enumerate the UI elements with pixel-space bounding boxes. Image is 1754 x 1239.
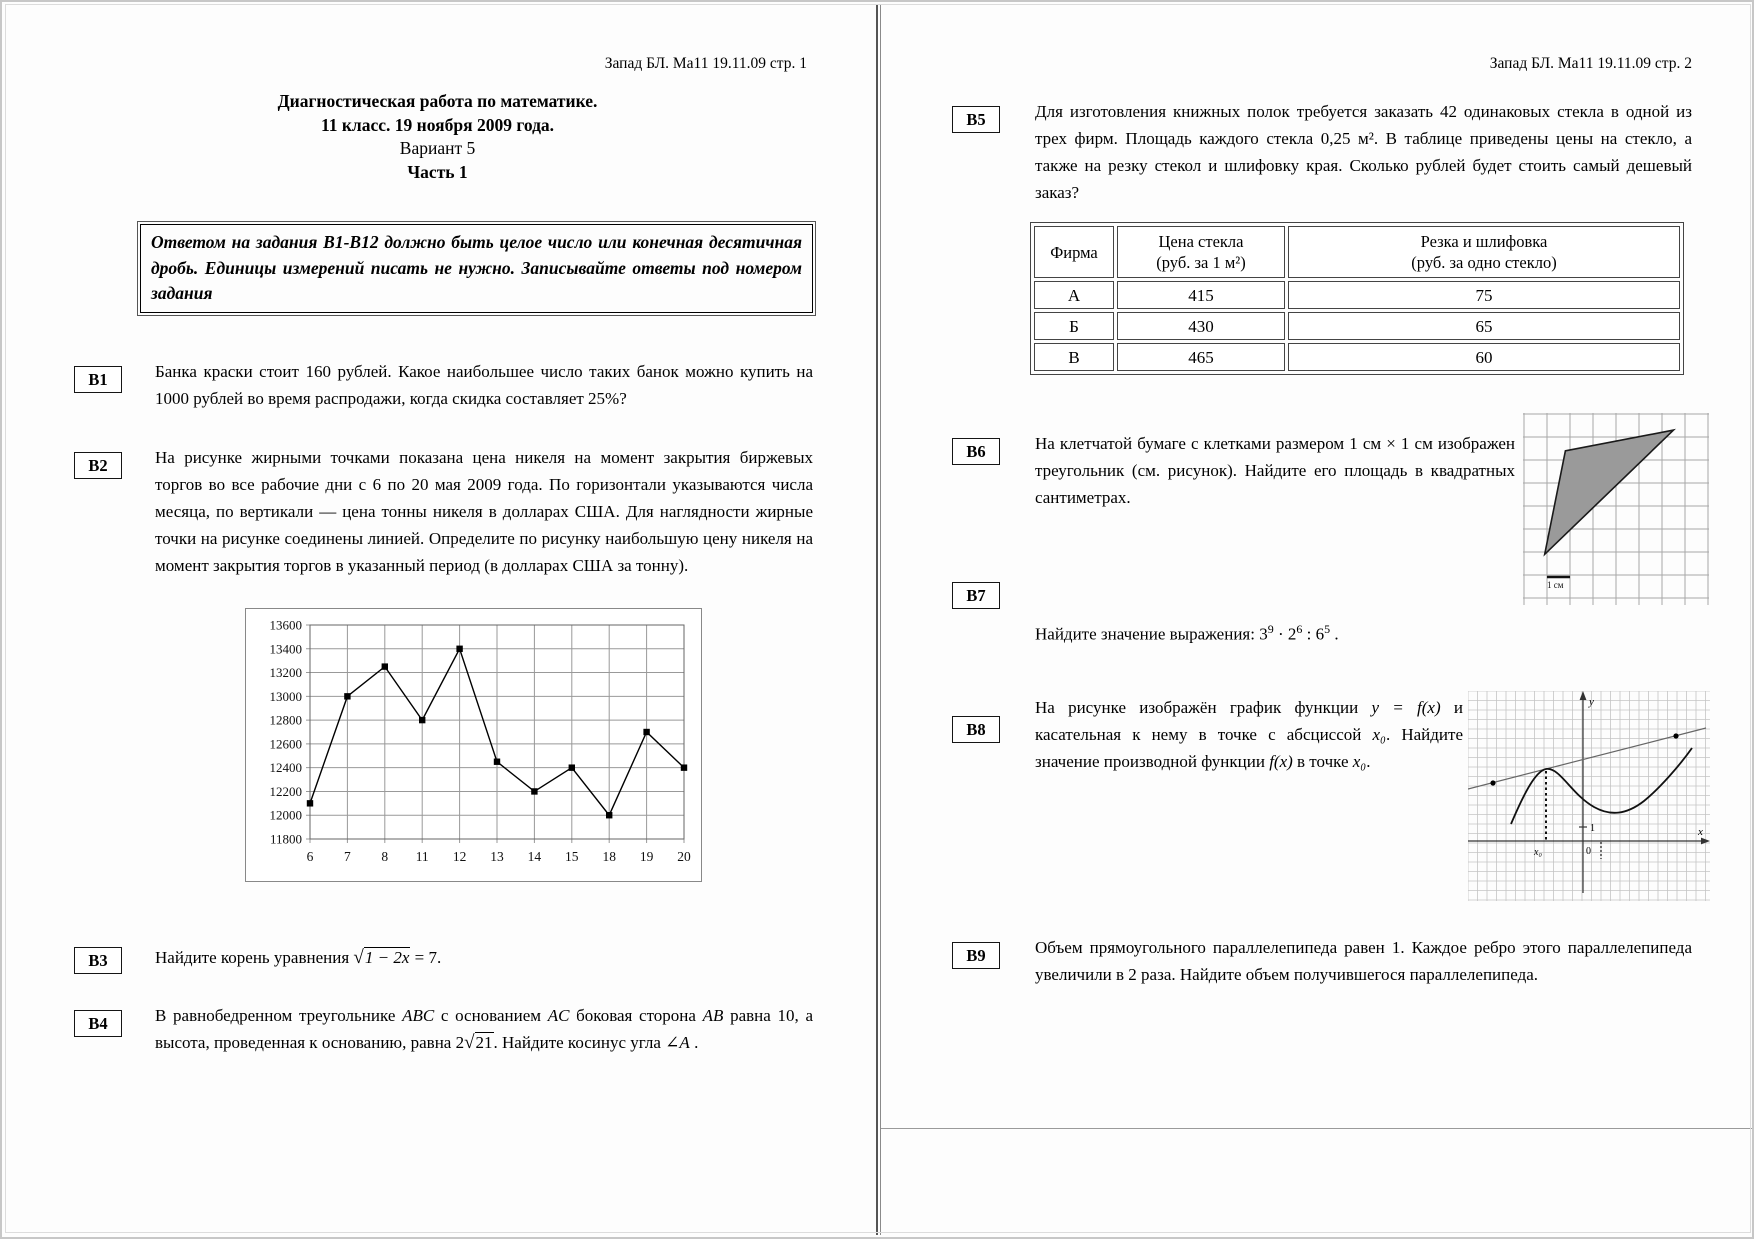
text-run: боковая сторона <box>569 1006 703 1025</box>
unit-label: 1 <box>1590 823 1595 834</box>
cell-cutting: 75 <box>1288 281 1680 309</box>
header-line: Резка и шлифовка <box>1420 232 1548 251</box>
math-run: AB <box>702 1006 724 1025</box>
problem-b4-label: В4 <box>74 1010 122 1037</box>
sqrt-sign: √ <box>464 1032 475 1053</box>
col-header-glass-price <box>1117 226 1285 278</box>
origin-label: 0 <box>1586 846 1591 857</box>
svg-text:13: 13 <box>490 849 504 864</box>
operator: · <box>1273 624 1288 644</box>
problem-b6-label: В6 <box>952 438 1000 465</box>
svg-text:13400: 13400 <box>269 641 302 657</box>
svg-text:13600: 13600 <box>269 617 302 633</box>
math-run: 2 <box>1287 624 1297 644</box>
problem-b9-label: В9 <box>952 942 1000 969</box>
svg-text:12400: 12400 <box>269 760 302 776</box>
math-run: x₀ <box>1352 752 1367 771</box>
exponent: 9 <box>1267 622 1274 636</box>
glass-price-table <box>1030 222 1684 375</box>
tangent-point-left <box>1490 780 1495 785</box>
document-title <box>60 90 815 184</box>
problem-b5-text: Для изготовления книжных полок требуется заказать 42 одинаковых стекла в одной из трех фирм. Площадь каждого стекла 0,25 м². В таблице приведены цены на стекло, а также на резку стекол и шлифовку края. Сколько рублей будет стоить самый дешевый заказ? <box>1035 102 1692 202</box>
math-run: 6 <box>1315 624 1325 644</box>
svg-text:13000: 13000 <box>269 688 302 704</box>
math-run: AC <box>547 1006 570 1025</box>
radicand: 21 <box>475 1033 493 1052</box>
table-row <box>1034 343 1680 371</box>
page-divider-line <box>876 4 881 1235</box>
tangent-line <box>1468 728 1706 789</box>
text-run: В равнобедренном треугольнике <box>155 1006 403 1025</box>
svg-text:8: 8 <box>381 849 389 864</box>
svg-text:11800: 11800 <box>269 831 302 847</box>
text-run: с основанием <box>434 1006 548 1025</box>
problem-b1-label: В1 <box>74 366 122 393</box>
title-line-1: Диагностическая работа по математике. <box>277 91 598 111</box>
title-line-4: Часть 1 <box>407 161 468 182</box>
math-run: 3 <box>1259 624 1268 644</box>
x-axis-label: x <box>1698 826 1703 838</box>
svg-text:20: 20 <box>677 849 691 864</box>
svg-text:13200: 13200 <box>269 665 302 681</box>
cell-cutting: 65 <box>1288 312 1680 340</box>
math-run: y = f(x) <box>1371 698 1441 717</box>
text-run: равна 10, а высота, проведенная к основанию, равна 2 <box>155 1006 814 1052</box>
svg-text:12200: 12200 <box>269 783 302 799</box>
page-2-header: Запад БЛ. Ма11 19.11.09 стр. 2 <box>1489 55 1692 72</box>
sqrt-sign: √ <box>353 947 364 968</box>
problem-b9-text: Объем прямоугольного параллелепипеда равен 1. Каждое ребро этого параллелепипеда увеличили в 2 раза. Найдите объем получившегося параллелепипеда. <box>1035 938 1692 984</box>
tangent-point-right <box>1673 733 1678 738</box>
problem-b8-text <box>1035 694 1463 775</box>
y-axis-arrow <box>1580 691 1587 700</box>
col-header-cutting <box>1288 226 1680 278</box>
problem-b1-text: Банка краски стоит 160 рублей. Какое наибольшее число таких банок можно купить на 1000 рублей во время распродажи, когда скидка составляет 25%? <box>155 362 813 408</box>
math-run: ∠A <box>665 1033 690 1052</box>
header-line: (руб. за 1 м²) <box>1156 253 1246 272</box>
problem-b2-text: На рисунке жирными точками показана цена никеля на момент закрытия биржевых торгов во все рабочие дни с 6 по 20 мая 2009 года. По горизонтали указываются числа месяца, по вертикали — цена тонны никеля в долларах США. Для наглядности жирные точки на рисунке соединены линией. Определите по рисунку наибольшую цену никеля на момент закрытия торгов в указанный период (в долларах США за тонну). <box>155 448 813 575</box>
svg-text:19: 19 <box>639 849 654 864</box>
svg-text:6: 6 <box>306 849 314 864</box>
cell-firm: В <box>1034 343 1114 371</box>
page-2-bottom-rule <box>880 1128 1754 1129</box>
text-run: Найдите корень уравнения <box>155 948 354 967</box>
text-run: в точке <box>1292 752 1353 771</box>
cell-price: 465 <box>1117 343 1285 371</box>
svg-text:12800: 12800 <box>269 712 302 728</box>
instruction-box: Ответом на задания В1-В12 должно быть целое число или конечная десятичная дробь. Единицы измерений писать не нужно. Записывайте ответы под номером задания <box>140 224 813 313</box>
svg-text:7: 7 <box>344 849 351 864</box>
title-line-3: Вариант 5 <box>399 138 476 158</box>
table-header-row <box>1034 226 1680 278</box>
problem-b3-label: В3 <box>74 947 122 974</box>
title-line-2: 11 класс. 19 ноября 2009 года. <box>320 114 555 135</box>
problem-b5-label: В5 <box>952 106 1000 133</box>
exponent: 5 <box>1324 622 1331 636</box>
text-run: . <box>1366 752 1371 771</box>
math-run: f(x) <box>1269 752 1293 771</box>
math-run: ABC <box>402 1006 435 1025</box>
cell-cutting: 60 <box>1288 343 1680 371</box>
page-2 <box>880 0 1754 1239</box>
table-row <box>1034 281 1680 309</box>
text-run: . <box>1330 624 1339 644</box>
svg-text:12: 12 <box>452 849 467 864</box>
col-header-firm: Фирма <box>1034 226 1114 278</box>
x0-label: x₀ <box>1534 847 1542 858</box>
math-run: x₀ <box>1372 725 1386 744</box>
svg-text:14: 14 <box>527 849 542 864</box>
svg-text:15: 15 <box>565 849 579 864</box>
problem-b7-text <box>1035 616 1535 648</box>
cell-price: 430 <box>1117 312 1285 340</box>
text-run: На рисунке изображён график функции <box>1035 698 1372 717</box>
problem-b4-text <box>155 1002 813 1056</box>
text-run: . Найдите косинус угла <box>493 1033 666 1052</box>
text-run: и касательная к нему в точке с абсциссой <box>1035 698 1463 744</box>
svg-text:12000: 12000 <box>269 807 302 823</box>
svg-text:11: 11 <box>415 849 429 864</box>
page-1-header: Запад БЛ. Ма11 19.11.09 стр. 1 <box>604 55 807 72</box>
triangle-grid-figure <box>1523 413 1709 605</box>
cell-firm: Б <box>1034 312 1114 340</box>
problem-b6-text: На клетчатой бумаге с клетками размером 1 см × 1 см изображен треугольник (см. рисунок). Найдите его площадь в квадратных сантиметрах. <box>1035 434 1515 507</box>
radicand: 1 − 2x <box>364 948 410 967</box>
text-run: Найдите значение выражения: <box>1035 624 1260 644</box>
problem-b2-label: В2 <box>74 452 122 479</box>
operator: : <box>1302 624 1316 644</box>
exponent: 6 <box>1296 622 1303 636</box>
text-run: . <box>689 1033 699 1052</box>
y-axis-label: y <box>1589 696 1594 708</box>
text-run: = 7. <box>410 948 442 967</box>
grid-lines <box>1468 691 1710 901</box>
header-line: Цена стекла <box>1158 232 1244 251</box>
nickel-price-chart <box>245 608 702 882</box>
problem-b7-label: В7 <box>952 582 1000 609</box>
svg-text:1 см: 1 см <box>1547 580 1564 590</box>
function-tangent-figure <box>1468 691 1710 901</box>
problem-b3-text <box>155 944 813 971</box>
cell-price: 415 <box>1117 281 1285 309</box>
problem-b8-label: В8 <box>952 716 1000 743</box>
svg-text:12600: 12600 <box>269 736 302 752</box>
header-line: (руб. за одно стекло) <box>1411 253 1557 272</box>
table-row <box>1034 312 1680 340</box>
svg-text:18: 18 <box>602 849 616 864</box>
text-run: . Найдите значение производной функции <box>1035 725 1463 771</box>
cell-firm: А <box>1034 281 1114 309</box>
